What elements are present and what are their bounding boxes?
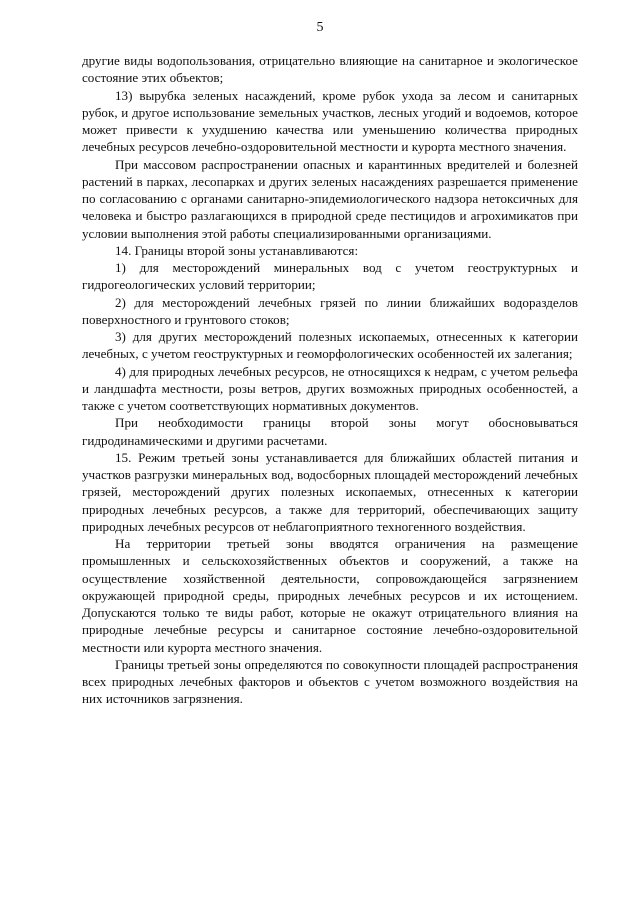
document-body: [82, 52, 578, 708]
paragraph: другие виды водопользования, отрицательно влияющие на санитарное и экологическое состояние этих объектов;: [82, 53, 578, 86]
paragraph: При массовом распространении опасных и карантинных вредителей и болезней растений в парках, лесопарках и других зеленых насаждениях разрешается применение по согласованию с органами санитарно-эпидемиологического надзора нетоксичных для человека и быстро разлагающихся в природной среде пестицидов и агрохимикатов при условии выполнения этой работы специализированными организациями.: [82, 156, 578, 241]
paragraph: 15. Режим третьей зоны устанавливается для ближайших областей питания и участков разгрузки минеральных вод, водосборных площадей месторождений лечебных грязей, месторождений других полезных ископаемых, отнесенных к категории природных лечебных ресурсов, а также для территорий, обеспечивающих защиту природных лечебных ресурсов от неблагоприятного техногенного воздействия.: [82, 449, 578, 534]
list-item: 1) для месторождений минеральных вод с учетом геоструктурных и гидрогеологических условий территории;: [82, 260, 578, 293]
list-item: 4) для природных лечебных ресурсов, не относящихся к недрам, с учетом рельефа и ландшафта местности, розы ветров, других возможных природных особенностей, а также с учетом соответствующих нормативных документов.: [82, 363, 578, 413]
paragraph: 13) вырубка зеленых насаждений, кроме рубок ухода за лесом и санитарных рубок, и другое использование земельных участков, лесных угодий и водоемов, которое может привести к ухудшению качества или уменьшению количества природных лечебных ресурсов лечебно-оздоровительной местности и курорта местного значения.: [82, 87, 578, 155]
paragraph: 14. Границы второй зоны устанавливаются:: [115, 242, 359, 258]
list-item: 3) для других месторождений полезных ископаемых, отнесенных к категории лечебных, с учетом геоструктурных и геоморфологических особенностей их залегания;: [82, 329, 578, 362]
page-number: 5: [316, 20, 324, 35]
paragraph: При необходимости границы второй зоны могут обосновываться гидродинамическими и другими расчетами.: [82, 415, 578, 448]
paragraph: На территории третьей зоны вводятся ограничения на размещение промышленных и сельскохозяйственных объектов и сооружений, а также на осуществление хозяйственной деятельности, сопровождающейся загрязнением окружающей природной среды, природных лечебных ресурсов и их истощением. Допускаются только те виды работ, которые не окажут отрицательного влияния на природные лечебные ресурсы и санитарное состояние лечебно-оздоровительной местности или курорта местного значения.: [82, 536, 578, 655]
paragraph: Границы третьей зоны определяются по совокупности площадей распространения всех природных лечебных факторов и объектов с учетом возможного воздействия на них источников загрязнения.: [82, 656, 578, 707]
list-item: 2) для месторождений лечебных грязей по линии ближайших водоразделов поверхностного и грунтового стоков;: [82, 294, 578, 327]
